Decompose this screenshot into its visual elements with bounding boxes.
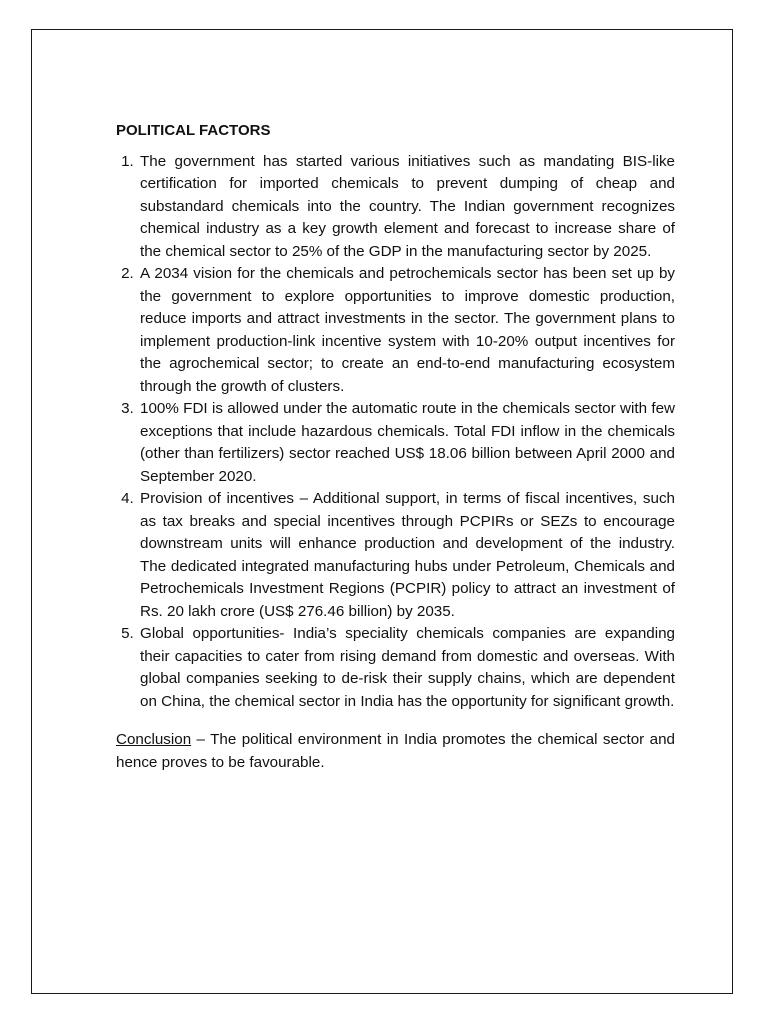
document-body	[116, 120, 675, 774]
conclusion-paragraph	[116, 729, 675, 774]
list-item: 4. Provision of incentives – Additional support, in terms of fiscal incentives, such as tax breaks and special incentives through PCPIRs or SEZs to encourage downstream units will enhance production and development of the industry. The dedicated integrated manufacturing hubs under Petroleum, Chemicals and Petrochemicals Investment Regions (PCPIR) policy to attract an investment of Rs. 20 lakh crore (US$ 276.46 billion) by 2035.	[138, 488, 675, 623]
conclusion-label: Conclusion	[116, 731, 192, 748]
list-item: 5. Global opportunities- India’s speciality chemicals companies are expanding their capacities to cater from rising demand from domestic and overseas. With global companies seeking to de-risk their supply chains, which are dependent on China, the chemical sector in India has the opportunity for significant growth.	[138, 623, 675, 713]
conclusion-text: – The political environment in India promotes the chemical sector and hence proves to be favourable.	[116, 731, 675, 771]
political-factors-list	[116, 151, 675, 714]
list-item: 2. A 2034 vision for the chemicals and petrochemicals sector has been set up by the government to explore opportunities to improve domestic production, reduce imports and attract investments in the sector. The government plans to implement production-link incentive system with 10-20% output incentives for the agrochemical sector; to create an end-to-end manufacturing ecosystem through the growth of clusters.	[138, 263, 675, 398]
list-item: 1. The government has started various initiatives such as mandating BIS-like certification for imported chemicals to prevent dumping of cheap and substandard chemicals into the country. The Indian government recognizes chemical industry as a key growth element and forecast to increase share of the chemical sector to 25% of the GDP in the manufacturing sector by 2025.	[138, 151, 675, 264]
section-heading: POLITICAL FACTORS	[116, 122, 271, 139]
list-item: 3. 100% FDI is allowed under the automatic route in the chemicals sector with few exceptions that include hazardous chemicals. Total FDI inflow in the chemicals (other than fertilizers) sector reached US$ 18.06 billion between April 2000 and September 2020.	[138, 398, 675, 488]
